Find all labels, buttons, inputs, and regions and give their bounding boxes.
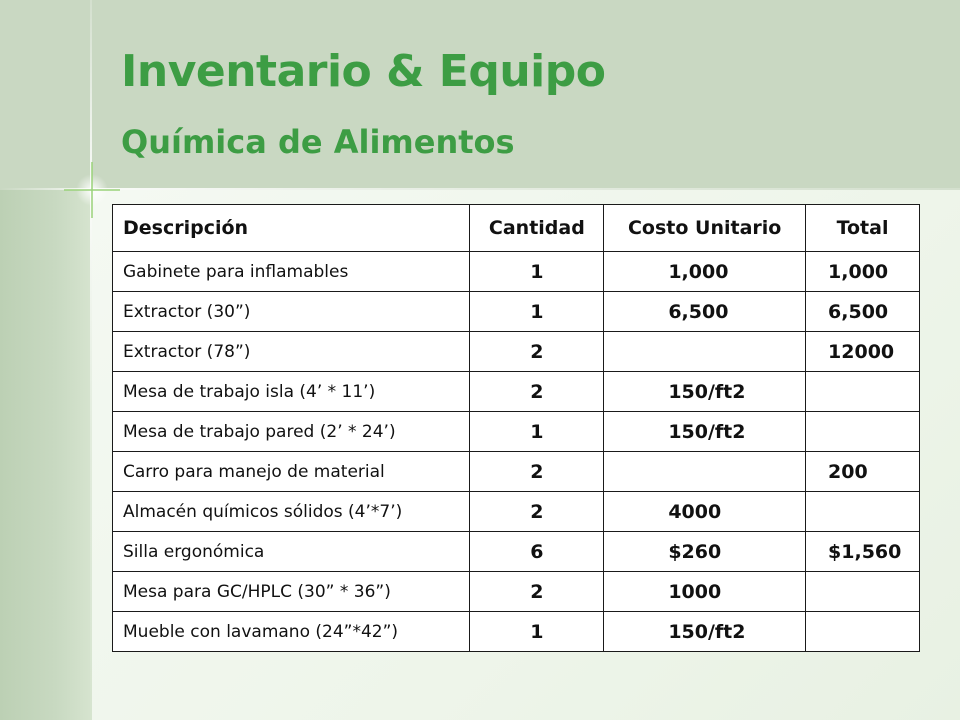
table-row [113, 452, 920, 492]
cell-cantidad: 6 [470, 532, 604, 572]
cell-costo-unitario: 150/ft2 [604, 412, 806, 452]
table-row [113, 332, 920, 372]
cell-costo-unitario: 1,000 [604, 252, 806, 292]
cell-costo-unitario [604, 332, 806, 372]
cell-cantidad: 1 [470, 412, 604, 452]
column-header-cantidad: Cantidad [470, 205, 604, 252]
cell-total [806, 492, 920, 532]
table-row [113, 612, 920, 652]
cell-total: $1,560 [806, 532, 920, 572]
page-title: Inventario & Equipo [121, 46, 606, 97]
table-row [113, 372, 920, 412]
cell-cantidad: 2 [470, 372, 604, 412]
table-row [113, 532, 920, 572]
cell-descripcion: Mesa de trabajo isla (4’ * 11’) [113, 372, 470, 412]
column-header-costo-unitario: Costo Unitario [604, 205, 806, 252]
inventory-table [112, 204, 920, 652]
cell-cantidad: 1 [470, 612, 604, 652]
cell-descripcion: Gabinete para inflamables [113, 252, 470, 292]
table-row [113, 492, 920, 532]
cell-total: 1,000 [806, 252, 920, 292]
table-row [113, 572, 920, 612]
cell-descripcion: Carro para manejo de material [113, 452, 470, 492]
cell-total: 200 [806, 452, 920, 492]
table-row [113, 292, 920, 332]
cell-total [806, 572, 920, 612]
decorative-vertical-line [90, 0, 92, 720]
cell-cantidad: 2 [470, 332, 604, 372]
page-subtitle: Química de Alimentos [121, 123, 515, 161]
cell-total: 6,500 [806, 292, 920, 332]
table-header-row [113, 205, 920, 252]
cell-total: 12000 [806, 332, 920, 372]
table-row [113, 252, 920, 292]
cell-descripcion: Silla ergonómica [113, 532, 470, 572]
left-band [0, 190, 92, 720]
cell-costo-unitario: 150/ft2 [604, 612, 806, 652]
cell-descripcion: Mesa para GC/HPLC (30” * 36”) [113, 572, 470, 612]
cell-costo-unitario: 4000 [604, 492, 806, 532]
cell-total [806, 412, 920, 452]
cell-total [806, 612, 920, 652]
cell-costo-unitario [604, 452, 806, 492]
cell-descripcion: Mesa de trabajo pared (2’ * 24’) [113, 412, 470, 452]
cell-costo-unitario: 150/ft2 [604, 372, 806, 412]
cell-costo-unitario: 6,500 [604, 292, 806, 332]
cell-descripcion: Mueble con lavamano (24”*42”) [113, 612, 470, 652]
cell-cantidad: 2 [470, 492, 604, 532]
decorative-horizontal-line [0, 188, 960, 190]
cell-total [806, 372, 920, 412]
column-header-total: Total [806, 205, 920, 252]
column-header-descripcion: Descripción [113, 205, 470, 252]
cell-descripcion: Extractor (78”) [113, 332, 470, 372]
cell-cantidad: 2 [470, 572, 604, 612]
cell-costo-unitario: $260 [604, 532, 806, 572]
table-row [113, 412, 920, 452]
cell-descripcion: Almacén químicos sólidos (4’*7’) [113, 492, 470, 532]
cell-cantidad: 2 [470, 452, 604, 492]
cell-cantidad: 1 [470, 292, 604, 332]
cell-descripcion: Extractor (30”) [113, 292, 470, 332]
cell-cantidad: 1 [470, 252, 604, 292]
cell-costo-unitario: 1000 [604, 572, 806, 612]
